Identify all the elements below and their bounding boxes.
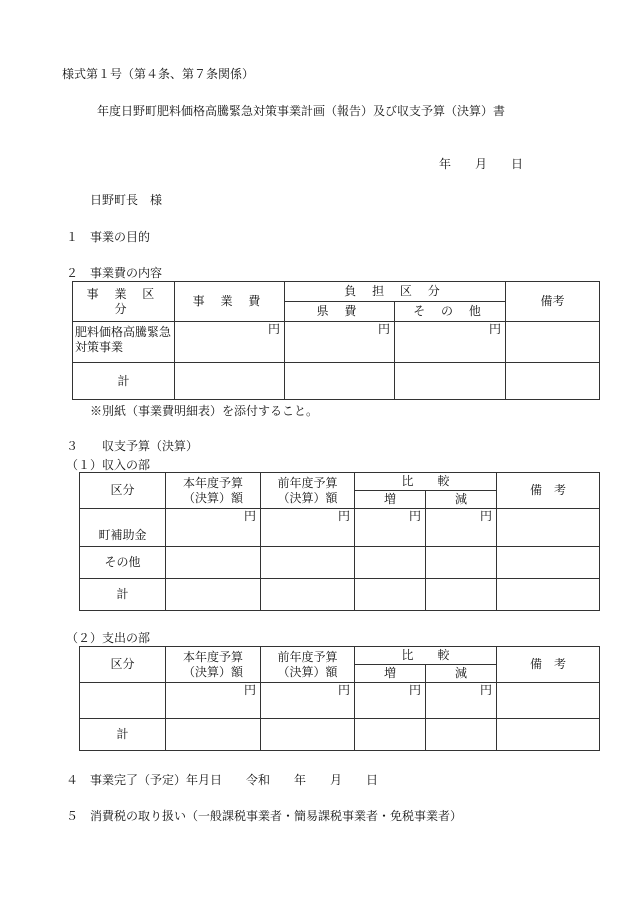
business-cost-table	[72, 281, 600, 400]
row-total: 計	[73, 363, 175, 400]
header-decrease: 減	[426, 665, 497, 683]
cell	[261, 719, 355, 751]
yen-unit: 円	[166, 683, 261, 719]
header-increase: 増	[355, 491, 426, 509]
yen-unit: 円	[261, 509, 355, 547]
yen-unit: 円	[395, 322, 506, 363]
yen-unit: 円	[426, 509, 497, 547]
section-1-heading: １ 事業の目的	[66, 230, 151, 244]
addressee: 日野町長 様	[90, 193, 163, 207]
row-total: 計	[80, 579, 166, 611]
header-this-year: 本年度予算 （決算）額	[166, 647, 261, 683]
yen-unit: 円	[175, 322, 285, 363]
cell	[426, 719, 497, 751]
header-remarks: 備 考	[497, 473, 600, 509]
yen-unit: 円	[355, 509, 426, 547]
cell	[426, 547, 497, 579]
cell	[497, 509, 600, 547]
cell	[497, 683, 600, 719]
expense-table	[79, 646, 600, 751]
header-kubun: 区分	[80, 473, 166, 509]
header-compare: 比 較	[355, 647, 497, 665]
header-burden: 負 担 区 分	[285, 282, 506, 302]
yen-unit: 円	[261, 683, 355, 719]
document-title: 年度日野町肥料価格高騰緊急対策事業計画（報告）及び収支予算（決算）書	[97, 104, 506, 118]
header-compare: 比 較	[355, 473, 497, 491]
header-remarks: 備 考	[497, 647, 600, 683]
yen-unit: 円	[285, 322, 395, 363]
header-other: そ の 他	[395, 302, 506, 322]
cell	[261, 547, 355, 579]
section-4-completion-date: ４ 事業完了（予定）年月日 令和 年 月 日	[66, 773, 379, 787]
header-prefecture: 県 費	[285, 302, 395, 322]
section-3-heading: ３ 収支予算（決算）	[66, 439, 199, 453]
cell	[175, 363, 285, 400]
cell	[497, 547, 600, 579]
cell	[497, 719, 600, 751]
header-cost: 事 業 費	[175, 282, 285, 322]
header-last-year: 前年度予算 （決算）額	[261, 647, 355, 683]
income-table	[79, 472, 600, 611]
header-category: 事 業 区 分	[73, 282, 175, 322]
cell	[166, 547, 261, 579]
row-town-subsidy: 町補助金	[80, 509, 166, 547]
form-number: 様式第１号（第４条、第７条関係）	[62, 67, 255, 81]
cell	[80, 683, 166, 719]
section-5-consumption-tax: ５ 消費税の取り扱い（一般課税事業者・簡易課税事業者・免税事業者）	[66, 809, 463, 823]
cell	[166, 579, 261, 611]
header-this-year: 本年度予算 （決算）額	[166, 473, 261, 509]
cell	[261, 579, 355, 611]
header-kubun: 区分	[80, 647, 166, 683]
row-fertilizer-project: 肥料価格高騰緊急対策事業	[73, 322, 175, 363]
cell	[355, 579, 426, 611]
cell	[355, 547, 426, 579]
cell	[426, 579, 497, 611]
cell-remarks	[506, 322, 600, 363]
yen-unit: 円	[166, 509, 261, 547]
row-other: その他	[80, 547, 166, 579]
cell	[285, 363, 395, 400]
header-last-year: 前年度予算 （決算）額	[261, 473, 355, 509]
attachment-note: ※別紙（事業費明細表）を添付すること。	[90, 404, 319, 418]
yen-unit: 円	[426, 683, 497, 719]
date-line: 年 月 日	[439, 157, 524, 171]
cell	[506, 363, 600, 400]
cell	[355, 719, 426, 751]
income-heading: （１）収入の部	[66, 458, 151, 472]
expense-heading: （２）支出の部	[66, 631, 151, 645]
header-increase: 増	[355, 665, 426, 683]
header-decrease: 減	[426, 491, 497, 509]
cell	[497, 579, 600, 611]
cell	[395, 363, 506, 400]
header-remarks: 備考	[506, 282, 600, 322]
cell	[166, 719, 261, 751]
section-2-heading: ２ 事業費の内容	[66, 266, 163, 280]
row-total: 計	[80, 719, 166, 751]
yen-unit: 円	[355, 683, 426, 719]
